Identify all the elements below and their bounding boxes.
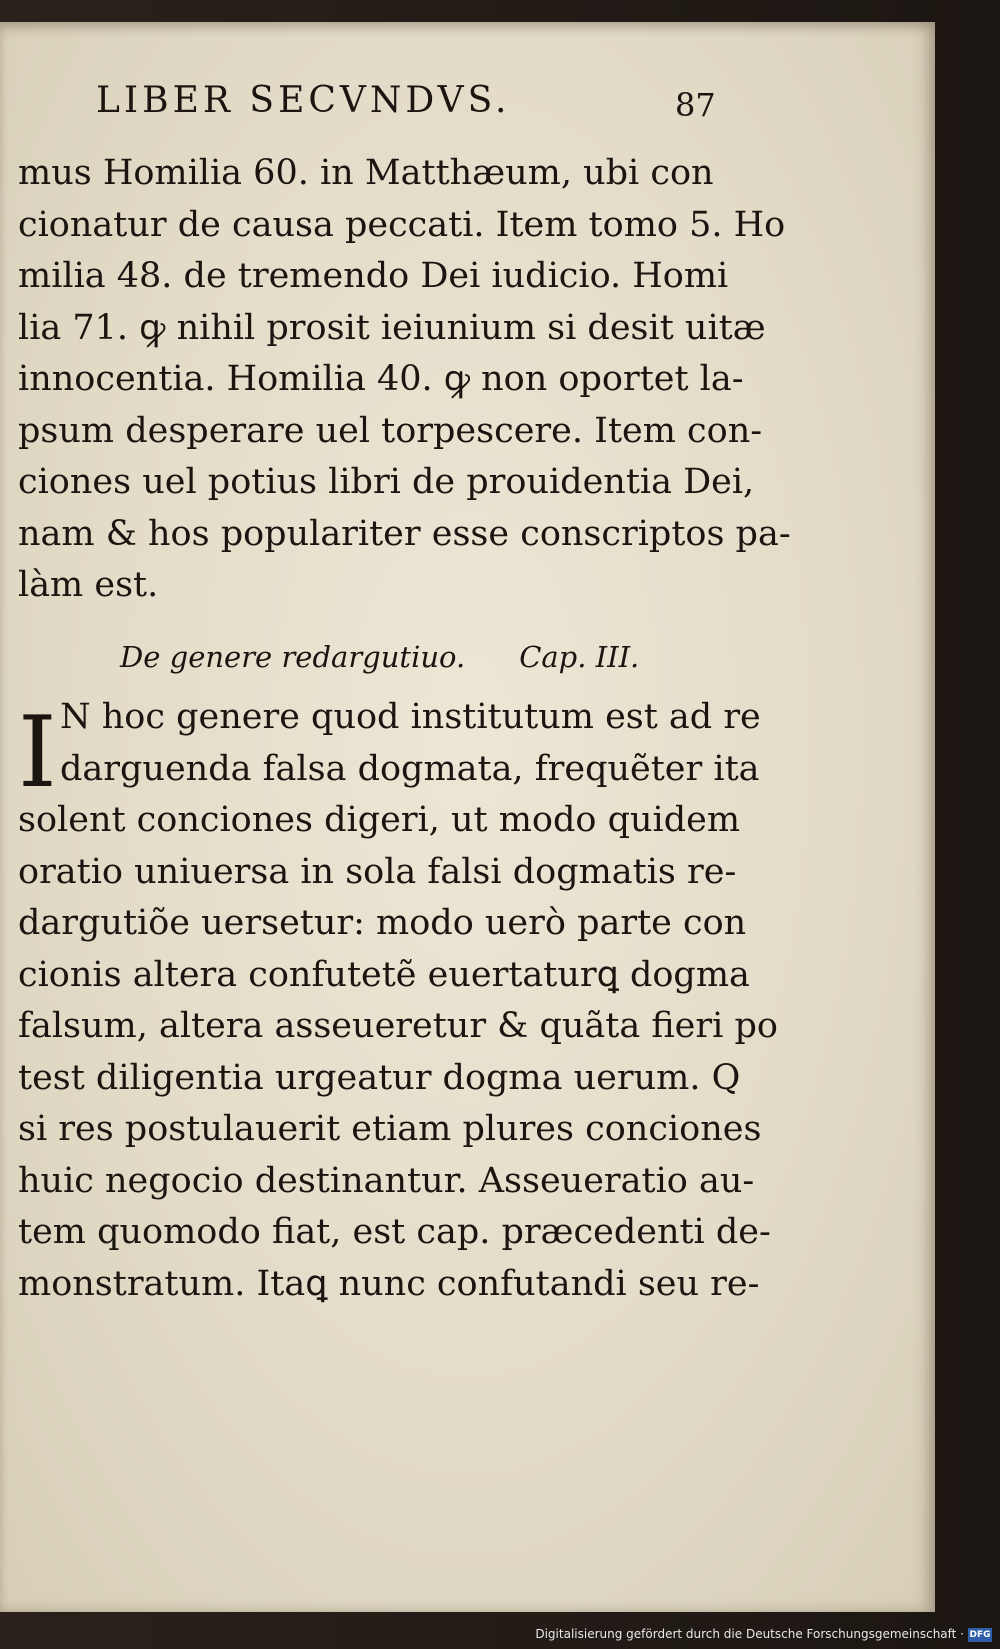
running-head: LIBER SECVNDVS. — [96, 80, 511, 121]
text-line: test diligentia urgeatur dogma uerum. Q — [18, 1057, 741, 1098]
dfg-logo: DFG — [969, 1630, 991, 1640]
text-line: falsum, altera asseueretur & quãta fieri po — [18, 1006, 778, 1046]
text-line: ciones uel potius libri de prouidentia Dei, — [18, 462, 755, 502]
page-number: 87 — [675, 86, 716, 124]
text-line: tem quomodo fiat, est cap. præcedenti de- — [18, 1212, 771, 1252]
paragraph-2 — [18, 692, 778, 1310]
text-line: darguenda falsa dogmata, frequẽter ita — [60, 748, 760, 789]
text-line: psum desperare uel torpescere. Item con- — [18, 410, 763, 451]
text-line: innocentia. Homilia 40. ꝙ non oportet la- — [18, 359, 744, 399]
text-line: làm est. — [18, 565, 159, 605]
drop-cap: I — [18, 696, 57, 810]
text-line: milia 48. de tremendo Dei iudicio. Homi — [18, 256, 729, 296]
text-line: cionatur de causa peccati. Item tomo 5. Ho — [18, 204, 786, 245]
text-line: nam & hos populariter esse conscriptos pa- — [18, 513, 791, 554]
text-line: oratio uniuersa in sola falsi dogmatis re- — [18, 851, 737, 892]
text-line: dargutiõe uersetur: modo uerò parte con — [18, 903, 747, 943]
digitization-credit: Digitalisierung gefördert durch die Deutsche Forschungsgemeinschaft · — [535, 1627, 964, 1641]
text-line: huic negocio destinantur. Asseueratio au- — [18, 1160, 755, 1201]
chapter-number: Cap. III. — [519, 640, 640, 674]
text-line: lia 71. ꝙ nihil prosit ieiunium si desit uitæ — [18, 307, 766, 348]
text-line: solent conciones digeri, ut modo quidem — [18, 800, 741, 840]
text-line: N hoc genere quod institutum est ad re — [60, 697, 761, 737]
text-line: si res postulauerit etiam plures conciones — [18, 1109, 762, 1149]
paragraph-1 — [18, 148, 791, 612]
chapter-title: De genere redargutiuo. — [120, 640, 466, 674]
chapter-heading — [120, 640, 639, 674]
text-line: monstratum. Itaꝗ nunc confutandi seu re- — [18, 1263, 760, 1304]
text-line: cionis altera confutetẽ euertaturꝗ dogma — [18, 954, 750, 995]
text-line: mus Homilia 60. in Matthæum, ubi con — [18, 153, 714, 193]
